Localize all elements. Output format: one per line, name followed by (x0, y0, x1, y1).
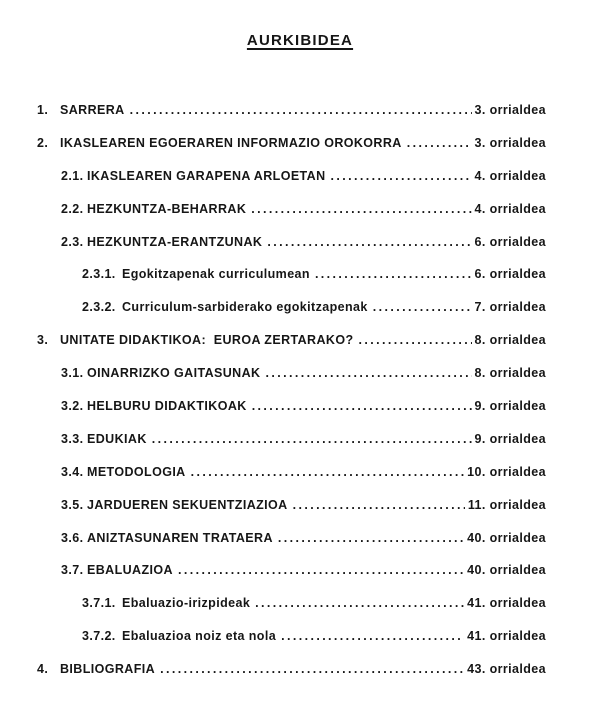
toc-entry (0, 554, 546, 587)
toc-entry-title: SARRERA (60, 103, 125, 117)
toc-entry-page: 8. orrialdea (474, 333, 546, 348)
toc-entry-title: IKASLEAREN EGOERAREN INFORMAZIO OROKORRA (60, 135, 402, 150)
toc-entry (0, 522, 546, 555)
toc-entry-number: 3.7.1. (82, 596, 116, 611)
toc-entry-title: METODOLOGIA (87, 464, 186, 479)
toc-entry-title: JARDUEREN SEKUENTZIAZIOA (87, 497, 288, 512)
toc-entry-number: 2.1. (61, 168, 84, 183)
toc-leader-dots (373, 291, 472, 324)
toc-entry-number: 3.7. (61, 563, 84, 578)
toc-entry-page: 4. orrialdea (474, 201, 546, 216)
toc-leader-dots (407, 127, 472, 160)
toc-leader-dots (191, 456, 465, 489)
toc-entry-number: 2.3.1. (82, 267, 116, 282)
toc-entry-number: 2.3.2. (82, 300, 116, 315)
toc-entry-page: 41. orrialdea (467, 629, 546, 644)
toc-entry-page: 9. orrialdea (474, 431, 546, 446)
toc-entry-number: 3.1. (61, 366, 84, 381)
toc-entry-number: 3.7.2. (82, 629, 116, 644)
toc-entry-number: 3.4. (61, 464, 84, 479)
toc-entry-page: 40. orrialdea (467, 563, 546, 578)
toc-entry-title: Egokitzapenak curriculumean (122, 267, 310, 282)
toc-entry (0, 620, 546, 653)
toc-entry-number: 3.3. (61, 431, 84, 446)
toc-leader-dots (255, 587, 464, 620)
toc-entry-page: 3. orrialdea (474, 135, 546, 150)
toc-entry-number: 2. (37, 135, 49, 150)
toc-entry-page: 7. orrialdea (474, 300, 546, 315)
toc-entry-title: IKASLEAREN GARAPENA ARLOETAN (87, 168, 326, 183)
toc-entry-title: ANIZTASUNAREN TRATAERA (87, 530, 273, 545)
toc-entry (0, 193, 546, 226)
toc-entry-page: 43. orrialdea (467, 662, 546, 677)
toc-entry-number: 2.2. (61, 201, 84, 216)
toc-entry-number: 1. (37, 103, 49, 117)
toc-entry-number: 3.2. (61, 399, 84, 414)
toc-entry-page: 9. orrialdea (474, 399, 546, 414)
toc-entry-page: 3. orrialdea (474, 103, 546, 117)
toc-leader-dots (278, 522, 464, 555)
toc-leader-dots (130, 94, 472, 127)
toc-entry (0, 489, 546, 522)
toc-entry-page: 6. orrialdea (474, 234, 546, 249)
toc-entry-title: OINARRIZKO GAITASUNAK (87, 366, 261, 381)
toc-entry-page: 8. orrialdea (474, 366, 546, 381)
toc-entry-title: HEZKUNTZA-BEHARRAK (87, 201, 247, 216)
toc-leader-dots (267, 226, 471, 259)
toc-leader-dots (178, 554, 464, 587)
toc-entry (0, 357, 546, 390)
toc-entry-page: 4. orrialdea (474, 168, 546, 183)
toc-entry (0, 127, 546, 160)
toc-entry-title: BIBLIOGRAFIA (60, 662, 156, 677)
toc-leader-dots (251, 193, 471, 226)
toc-entry-title: HELBURU DIDAKTIKOAK (87, 399, 247, 414)
toc-entry-title: HEZKUNTZA-ERANTZUNAK (87, 234, 263, 249)
toc-entry (0, 258, 546, 291)
toc-entry-page: 6. orrialdea (474, 267, 546, 282)
toc-entry (0, 653, 546, 686)
toc-leader-dots (331, 160, 472, 193)
toc-entry (0, 160, 546, 193)
toc-entry (0, 423, 546, 456)
toc-entry-number: 3. (37, 333, 49, 348)
toc-entry-number: 3.6. (61, 530, 84, 545)
toc-leader-dots (152, 423, 472, 456)
document-title: AURKIBIDEA (246, 32, 354, 49)
toc-entry-number: 4. (37, 662, 49, 677)
toc-entry (0, 226, 546, 259)
toc-entry-number: 2.3. (61, 234, 84, 249)
toc-entry-page: 40. orrialdea (467, 530, 546, 545)
toc-entry-title: Ebaluazioa noiz eta nola (122, 629, 277, 644)
toc-leader-dots (160, 653, 464, 686)
toc-entry (0, 456, 546, 489)
toc-entry (0, 390, 546, 423)
toc-leader-dots (293, 489, 465, 522)
toc-entry-number: 3.5. (61, 497, 84, 512)
toc-entry (0, 587, 546, 620)
toc-entry (0, 94, 546, 127)
toc-entry-title: EBALUAZIOA (87, 563, 173, 578)
table-of-contents (0, 94, 600, 686)
toc-entry (0, 324, 546, 357)
toc-entry (0, 291, 546, 324)
toc-entry-title: UNITATE DIDAKTIKOA: EUROA ZERTARAKO? (60, 333, 354, 348)
toc-entry-page: 10. orrialdea (467, 464, 546, 479)
toc-leader-dots (315, 258, 472, 291)
toc-entry-title: Ebaluazio-irizpideak (122, 596, 251, 611)
toc-entry-title: EDUKIAK (87, 431, 147, 446)
toc-entry-title: Curriculum-sarbiderako egokitzapenak (122, 300, 368, 315)
document-header (0, 0, 600, 50)
toc-leader-dots (252, 390, 472, 423)
toc-leader-dots (265, 357, 471, 390)
toc-leader-dots (358, 324, 471, 357)
toc-entry-page: 41. orrialdea (467, 596, 546, 611)
toc-entry-page: 11. orrialdea (467, 497, 546, 512)
toc-leader-dots (281, 620, 464, 653)
